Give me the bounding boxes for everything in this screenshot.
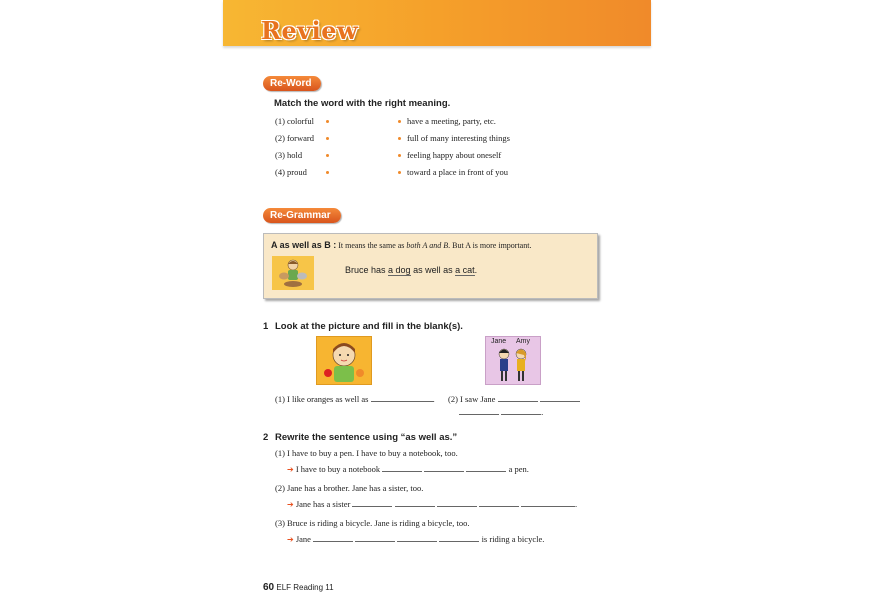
q2-answer-1-end: a pen. (508, 464, 529, 474)
q1-blank-2d[interactable] (501, 405, 544, 417)
match-dot-right-2[interactable] (398, 137, 401, 140)
q2-answer-1 (287, 462, 529, 474)
page-footer (263, 582, 334, 593)
match-dot-left-4[interactable] (326, 171, 329, 174)
q1-blank-1[interactable] (371, 392, 433, 402)
word-2: (2) forward (275, 133, 314, 143)
q2-prompt-2: (2) Jane has a brother. Jane has a sister, too. (275, 483, 424, 493)
match-dot-right-3[interactable] (398, 154, 401, 157)
meaning-3: feeling happy about oneself (407, 150, 502, 160)
match-dot-left-2[interactable] (326, 137, 329, 140)
page-number: 60 (263, 582, 275, 593)
q2-number: 2 (263, 432, 269, 443)
match-dot-left-1[interactable] (326, 120, 329, 123)
q2-1-blank-a[interactable] (382, 462, 422, 472)
q2-prompt-3: (3) Bruce is riding a bicycle. Jane is riding a bicycle, too. (275, 518, 470, 528)
meaning-1: have a meeting, party, etc. (407, 116, 496, 126)
q2-2-blank-c[interactable] (437, 497, 477, 507)
label-jane: Jane (491, 338, 507, 345)
two-girls-icon (486, 337, 540, 384)
example-end: . (474, 265, 478, 275)
arrow-right-icon: ➔ (287, 465, 294, 474)
q1-instruction: Look at the picture and fill in the blank(s). (275, 321, 463, 332)
match-dot-right-1[interactable] (398, 120, 401, 123)
q2-answer-3-end: is riding a bicycle. (481, 534, 545, 544)
reword-instruction: Match the word with the right meaning. (274, 98, 451, 109)
grammar-box (263, 233, 598, 299)
review-banner (223, 0, 651, 46)
grammar-illustration (272, 256, 314, 290)
grammar-example (345, 265, 477, 275)
example-a: a dog (388, 265, 411, 275)
q1-item-2 (448, 392, 580, 404)
q1-item-1-end: . (432, 394, 435, 404)
word-4: (4) proud (275, 167, 307, 177)
q2-2-blank-a[interactable] (352, 497, 392, 507)
q2-2-blank-b[interactable] (395, 497, 435, 507)
rule-label: A as well as B : (271, 240, 337, 250)
boy-with-pets-icon (272, 256, 314, 290)
label-amy: Amy (516, 338, 530, 345)
example-mid: as well as (410, 265, 456, 275)
q2-answer-2-start: Jane has a sister (295, 499, 351, 509)
q2-answer-3-start: Jane (295, 534, 311, 544)
meaning-4: toward a place in front of you (407, 167, 509, 177)
q2-prompt-1: (1) I have to buy a pen. I have to buy a notebook, too. (275, 448, 458, 458)
girl-oranges-picture (316, 336, 372, 385)
q1-blank-2a[interactable] (498, 392, 538, 402)
q1-number: 1 (263, 321, 269, 332)
jane-amy-picture (485, 336, 541, 385)
q1-item-1 (275, 392, 435, 404)
q1-blank-2b[interactable] (540, 392, 580, 402)
q1-item-2-cont (459, 405, 543, 417)
q2-answer-3 (287, 532, 544, 544)
word-1: (1) colorful (275, 116, 314, 126)
book-title: ELF Reading 11 (276, 583, 334, 592)
q2-2-blank-e[interactable] (521, 497, 578, 509)
example-b: a cat (455, 265, 475, 275)
q2-1-blank-c[interactable] (466, 462, 506, 472)
regrammar-tag: Re-Grammar (263, 208, 341, 223)
q2-2-blank-d[interactable] (479, 497, 519, 507)
rule-text-pre: It means the same as (338, 241, 407, 250)
meaning-2: full of many interesting things (407, 133, 510, 143)
workbook-page (223, 0, 651, 612)
word-3: (3) hold (275, 150, 303, 160)
rule-text-post: . But A is more important. (448, 241, 532, 250)
reword-tag: Re-Word (263, 76, 321, 91)
q2-3-blank-b[interactable] (355, 532, 395, 542)
q1-item-2-end: . (541, 407, 544, 417)
q2-1-blank-b[interactable] (424, 462, 464, 472)
example-pre: Bruce has (345, 265, 389, 275)
girl-with-fruit-icon (317, 337, 371, 384)
arrow-right-icon: ➔ (287, 535, 294, 544)
arrow-right-icon: ➔ (287, 500, 294, 509)
page-title: Review (261, 16, 359, 45)
q2-answer-2-end: . (574, 499, 578, 509)
q2-3-blank-a[interactable] (313, 532, 353, 542)
q2-3-blank-d[interactable] (439, 532, 479, 542)
q1-item-2-text: (2) I saw Jane (448, 394, 496, 404)
q2-answer-1-start: I have to buy a notebook (295, 464, 381, 474)
q1-item-1-text: (1) I like oranges as well as (275, 394, 369, 404)
match-dot-right-4[interactable] (398, 171, 401, 174)
q2-3-blank-c[interactable] (397, 532, 437, 542)
grammar-rule (271, 240, 531, 250)
q2-instruction: Rewrite the sentence using “as well as.” (275, 432, 458, 443)
match-dot-left-3[interactable] (326, 154, 329, 157)
rule-text-em: both A and B (406, 241, 449, 250)
q1-blank-2c[interactable] (459, 405, 499, 415)
q2-answer-2 (287, 497, 577, 509)
